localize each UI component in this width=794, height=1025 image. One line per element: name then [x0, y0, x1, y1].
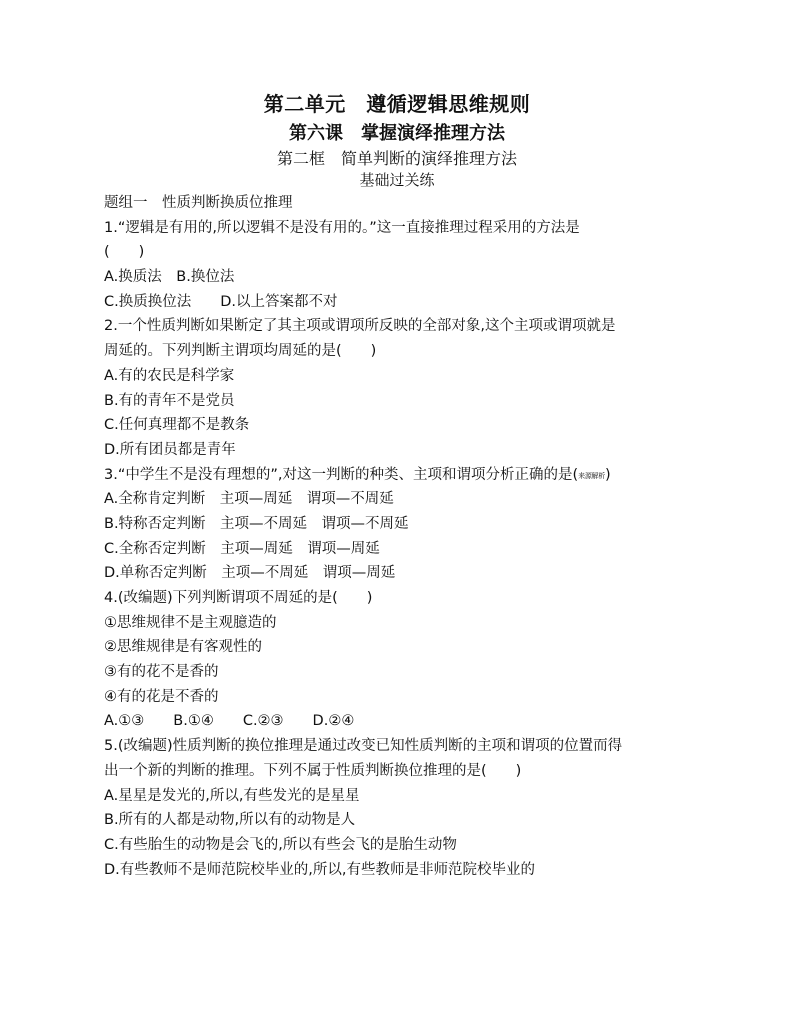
q3-option-a: A.全称肯定判断 主项—周延 谓项—不周延	[104, 491, 394, 508]
question-content	[104, 191, 694, 882]
q5-stem-line2: 出一个新的判断的推理。下列不属于性质判断换位推理的是( )	[104, 762, 522, 779]
q5-option-a: A.星星是发光的,所以,有些发光的是星星	[104, 787, 360, 804]
q5-option-c: C.有些胎生的动物是会飞的,所以有些会飞的是胎生动物	[104, 836, 457, 853]
q2-stem-line2: 周延的。下列判断主谓项均周延的是( )	[104, 343, 377, 360]
q4-options: A.①③ B.①④ C.②③ D.②④	[104, 713, 355, 730]
q5-option-d: D.有些教师不是师范院校毕业的,所以,有些教师是非师范院校毕业的	[104, 861, 535, 878]
q3-stem-end: )	[604, 466, 611, 483]
q1-options-line2: C.换质换位法 D.以上答案都不对	[104, 293, 338, 310]
q1-stem-line1: 1.“逻辑是有用的,所以逻辑不是没有用的。”这一直接推理过程采用的方法是	[104, 219, 580, 236]
q2-stem-line1: 2.一个性质判断如果断定了其主项或谓项所反映的全部对象,这个主项或谓项就是	[104, 318, 616, 335]
section-title: 基础过关练	[359, 171, 435, 189]
q3-option-c: C.全称否定判断 主项—周延 谓项—周延	[104, 540, 380, 557]
group-title: 题组一 性质判断换质位推理	[104, 195, 293, 211]
q3-stem: 3.“中学生不是没有理想的”,对这一判断的种类、主项和谓项分析正确的是(	[104, 466, 579, 483]
q4-item4: ④有的花是不香的	[104, 688, 219, 705]
q3-source-note: 来源解析	[578, 471, 605, 480]
q2-option-c: C.任何真理都不是教条	[104, 417, 250, 434]
q4-item3: ③有的花不是香的	[104, 664, 219, 681]
q1-options-line1: A.换质法 B.换位法	[104, 269, 235, 286]
q2-option-b: B.有的青年不是党员	[104, 392, 235, 409]
unit-title: 第二单元 遵循逻辑思维规则	[263, 92, 531, 116]
q4-item2: ②思维规律是有客观性的	[104, 639, 262, 656]
q1-stem-line2: ( )	[104, 244, 145, 261]
q5-option-b: B.所有的人都是动物,所以有的动物是人	[104, 812, 356, 829]
q4-stem: 4.(改编题)下列判断谓项不周延的是( )	[104, 590, 373, 606]
q4-item1: ①思维规律不是主观臆造的	[104, 614, 277, 631]
q2-option-a: A.有的农民是科学家	[104, 367, 235, 384]
q5-stem-line1: 5.(改编题)性质判断的换位推理是通过改变已知性质判断的主项和谓项的位置而得	[104, 738, 623, 755]
q3-stem-line	[104, 463, 694, 488]
q2-option-d: D.所有团员都是青年	[104, 441, 236, 458]
q3-option-b: B.特称否定判断 主项—不周延 谓项—不周延	[104, 515, 409, 532]
lesson-title: 第六课 掌握演绎推理方法	[289, 123, 505, 144]
frame-title: 第二框 简单判断的演绎推理方法	[276, 149, 517, 168]
q3-option-d: D.单称否定判断 主项—不周延 谓项—周延	[104, 565, 396, 582]
